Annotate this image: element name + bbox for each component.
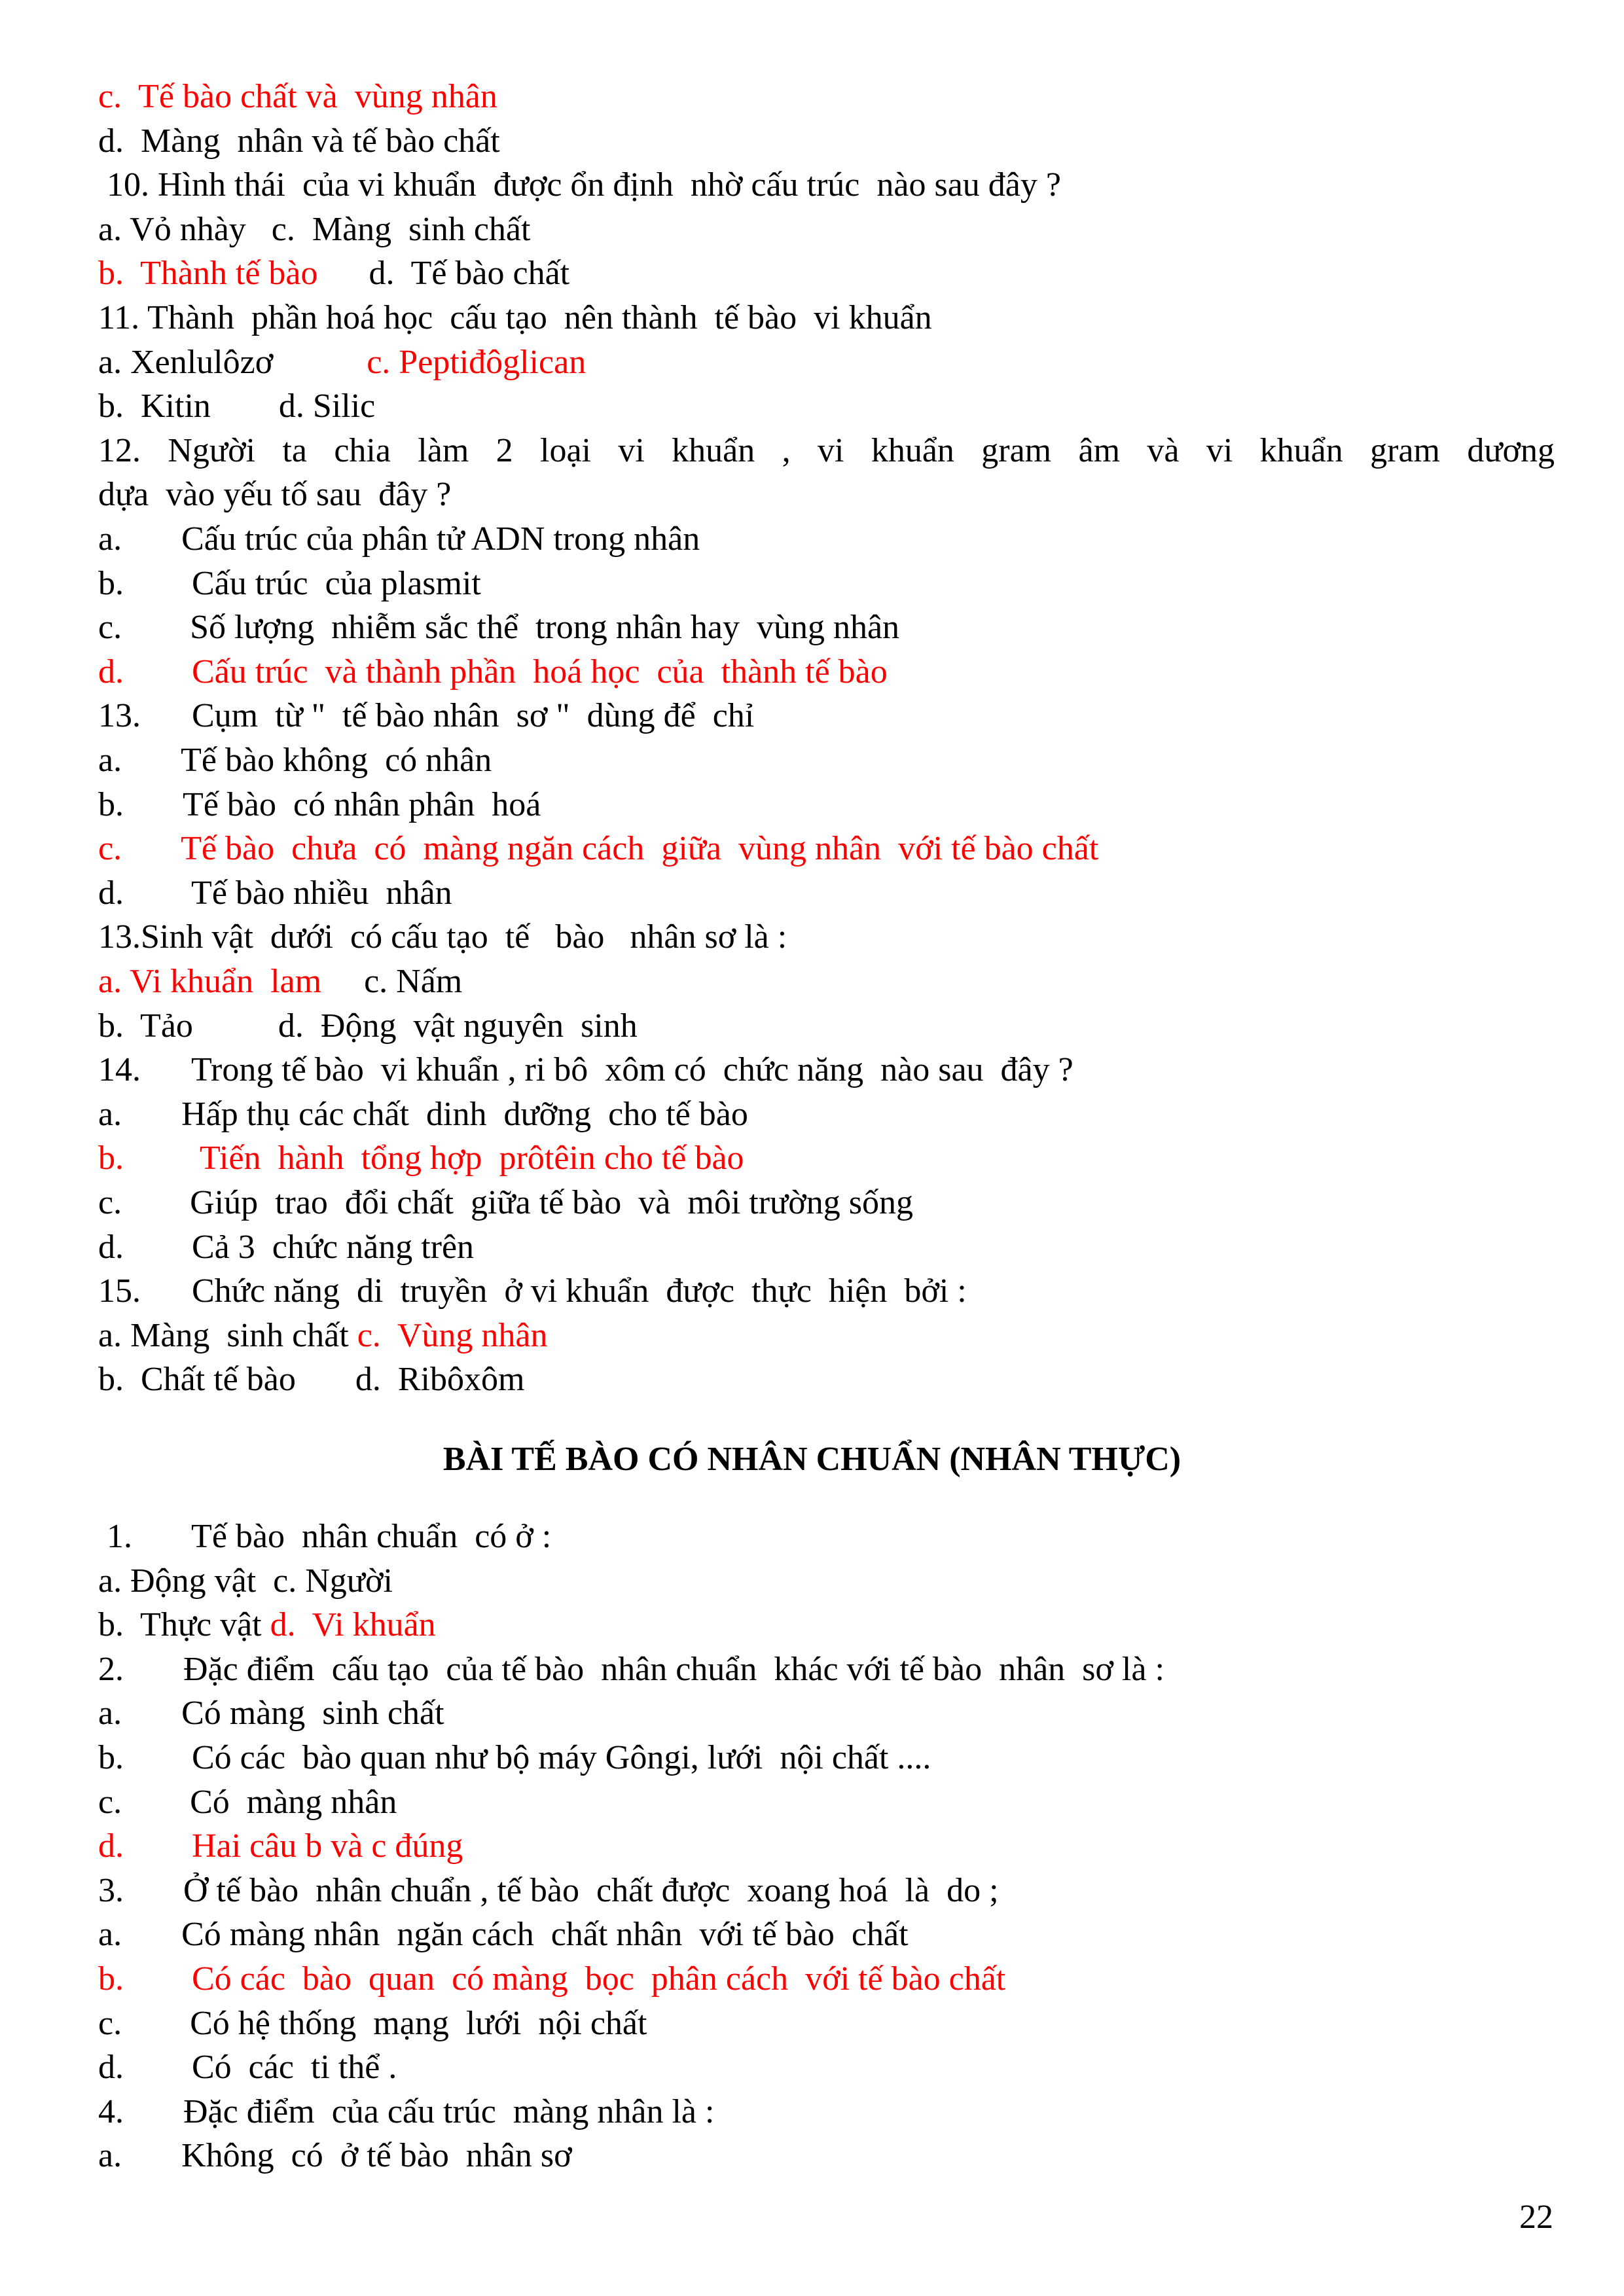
question-text: a. Hấp thụ các chất dinh dưỡng cho tế bào bbox=[98, 1095, 748, 1133]
lines-line-22 bbox=[98, 1050, 1074, 1090]
lines-line-27 bbox=[98, 1272, 967, 1311]
question-text: c. Giúp trao đổi chất giữa tế bào và môi trường sống bbox=[98, 1184, 913, 1221]
answer-text: b. Thành tế bào bbox=[98, 255, 318, 293]
lines-line-14 bbox=[98, 696, 754, 736]
lines2-line-4 bbox=[98, 1694, 444, 1733]
question-text: a. Màng sinh chất bbox=[98, 1316, 357, 1354]
lines2-line-6 bbox=[98, 1783, 397, 1822]
lines2-line-11 bbox=[98, 2004, 647, 2043]
question-text: a. Động vật c. Người bbox=[98, 1562, 393, 1600]
lines-line-10 bbox=[98, 520, 700, 559]
lines2-line-2 bbox=[98, 1605, 436, 1645]
question-text: 13. Cụm từ " tế bào nhân sơ " dùng để chỉ bbox=[98, 697, 755, 735]
page-number: 22 bbox=[1519, 2198, 1553, 2236]
lines-line-26 bbox=[98, 1228, 474, 1267]
lines2-line-7 bbox=[98, 1827, 463, 1866]
question-text: d. Tế bào chất bbox=[317, 255, 570, 293]
lines-line-28 bbox=[98, 1316, 547, 1355]
answer-text: c. Tế bào chất và vùng nhân bbox=[98, 78, 497, 115]
answer-text: b. Có các bào quan có màng bọc phân cách với tế bào chất bbox=[98, 1960, 1006, 1998]
lines-line-16 bbox=[98, 785, 541, 825]
question-text: b. Có các bào quan như bộ máy Gôngi, lưới nội chất .... bbox=[98, 1739, 931, 1776]
question-text: c. Có màng nhân bbox=[98, 1783, 397, 1821]
question-text: d. Màng nhân và tế bào chất bbox=[98, 122, 500, 160]
question-text: d. Tế bào nhiều nhân bbox=[98, 874, 452, 912]
lines-line-2 bbox=[98, 166, 1061, 205]
lines-line-4 bbox=[98, 254, 569, 293]
lines2-line-3 bbox=[98, 1650, 1164, 1689]
lines-line-5 bbox=[98, 298, 932, 338]
question-text: a. Có màng nhân ngăn cách chất nhân với tế bào chất bbox=[98, 1916, 909, 1954]
lines-line-21 bbox=[98, 1007, 638, 1046]
lines2-line-10 bbox=[98, 1960, 1005, 1999]
question-text: 15. Chức năng di truyền ở vi khuẩn được thực hiện bởi : bbox=[98, 1272, 967, 1310]
question-text: dựa vào yếu tố sau đây ? bbox=[98, 476, 452, 514]
answer-text: c. Vùng nhân bbox=[357, 1316, 548, 1354]
lines-line-29 bbox=[98, 1360, 524, 1399]
question-text: d. Có các ti thể . bbox=[98, 2049, 397, 2087]
lines-line-7 bbox=[98, 387, 375, 426]
question-text: 14. Trong tế bào vi khuẩn , ri bô xôm có chức năng nào sau đây ? bbox=[98, 1051, 1074, 1089]
question-text: b. Chất tế bào d. Ribôxôm bbox=[98, 1361, 525, 1399]
lines-line-12 bbox=[98, 608, 899, 647]
question-text: 3. Ở tế bào nhân chuẩn , tế bào chất được xoang hoá là do ; bbox=[98, 1871, 999, 1909]
question-text: 13.Sinh vật dưới có cấu tạo tế bào nhân sơ là : bbox=[98, 918, 787, 956]
lines-line-19 bbox=[98, 918, 787, 957]
lines2-line-1 bbox=[98, 1562, 393, 1601]
lines-line-18 bbox=[98, 874, 452, 913]
lines-line-24 bbox=[98, 1139, 744, 1178]
lines-line-9 bbox=[98, 475, 451, 514]
lines2-line-0 bbox=[98, 1517, 551, 1556]
lines-line-3 bbox=[98, 210, 530, 249]
question-text: c. Số lượng nhiễm sắc thể trong nhân hay vùng nhân bbox=[98, 609, 900, 647]
question-text: b. Cấu trúc của plasmit bbox=[98, 564, 481, 602]
question-text: a. Không có ở tế bào nhân sơ bbox=[98, 2137, 572, 2175]
question-text: c. Có hệ thống mạng lưới nội chất bbox=[98, 2004, 647, 2042]
lines2-line-12 bbox=[98, 2048, 397, 2087]
question-text: b. Tế bào có nhân phân hoá bbox=[98, 785, 541, 823]
question-text: a. Có màng sinh chất bbox=[98, 1695, 444, 1732]
question-text: b. Kitin d. Silic bbox=[98, 387, 376, 425]
question-text: d. Cả 3 chức năng trên bbox=[98, 1228, 475, 1266]
lines-line-13 bbox=[98, 653, 888, 692]
answer-text: c. Peptiđôglican bbox=[367, 343, 586, 381]
lines-line-11 bbox=[98, 564, 481, 603]
question-text: a. Vỏ nhày c. Màng sinh chất bbox=[98, 210, 531, 248]
lines2-line-13 bbox=[98, 2092, 714, 2132]
answer-text: d. Cấu trúc và thành phần hoá học của thành tế bào bbox=[98, 653, 888, 691]
answer-text: b. Tiến hành tổng hợp prôtêin cho tế bào bbox=[98, 1139, 744, 1177]
answer-text: d. Vi khuẩn bbox=[270, 1606, 436, 1644]
lines2-line-5 bbox=[98, 1738, 931, 1778]
lines-line-15 bbox=[98, 741, 492, 780]
question-text: 4. Đặc điểm của cấu trúc màng nhân là : bbox=[98, 2092, 715, 2130]
answer-text: d. Hai câu b và c đúng bbox=[98, 1827, 463, 1865]
question-text: 10. Hình thái của vi khuẩn được ổn định nhờ cấu trúc nào sau đây ? bbox=[98, 166, 1061, 204]
question-text: b. Tảo d. Động vật nguyên sinh bbox=[98, 1007, 638, 1045]
lines-line-0 bbox=[98, 77, 497, 117]
question-text: a. Xenlulôzơ bbox=[98, 343, 367, 381]
lines-line-17 bbox=[98, 829, 1098, 869]
question-text: 11. Thành phần hoá học cấu tạo nên thành tế bào vi khuẩn bbox=[98, 299, 932, 336]
lines-line-20 bbox=[98, 962, 462, 1001]
answer-text: a. Vi khuẩn lam bbox=[98, 963, 322, 1000]
lines-line-1 bbox=[98, 122, 500, 161]
question-text: a. Cấu trúc của phân tử ADN trong nhân bbox=[98, 520, 700, 558]
section-heading: BÀI TẾ BÀO CÓ NHÂN CHUẨN (NHÂN THỰC) bbox=[442, 1441, 1182, 1478]
lines2-line-9 bbox=[98, 1915, 909, 1954]
lines-line-23 bbox=[98, 1095, 748, 1134]
question-text: c. Nấm bbox=[321, 963, 463, 1000]
question-text: 12. Người ta chia làm 2 loại vi khuẩn , vi khuẩn gram âm và vi khuẩn gram dương bbox=[98, 431, 1555, 469]
question-text: 2. Đặc điểm cấu tạo của tế bào nhân chuẩn khác với tế bào nhân sơ là : bbox=[98, 1650, 1164, 1688]
lines-line-25 bbox=[98, 1183, 913, 1223]
question-text: a. Tế bào không có nhân bbox=[98, 742, 492, 779]
lines-line-6 bbox=[98, 343, 586, 382]
question-text: b. Thực vật bbox=[98, 1606, 270, 1644]
answer-text: c. Tế bào chưa có màng ngăn cách giữa vùng nhân với tế bào chất bbox=[98, 830, 1099, 868]
lines2-line-8 bbox=[98, 1871, 999, 1910]
question-text: 1. Tế bào nhân chuẩn có ở : bbox=[98, 1518, 552, 1555]
lines-line-8 bbox=[98, 431, 1555, 471]
lines2-line-14 bbox=[98, 2136, 572, 2176]
